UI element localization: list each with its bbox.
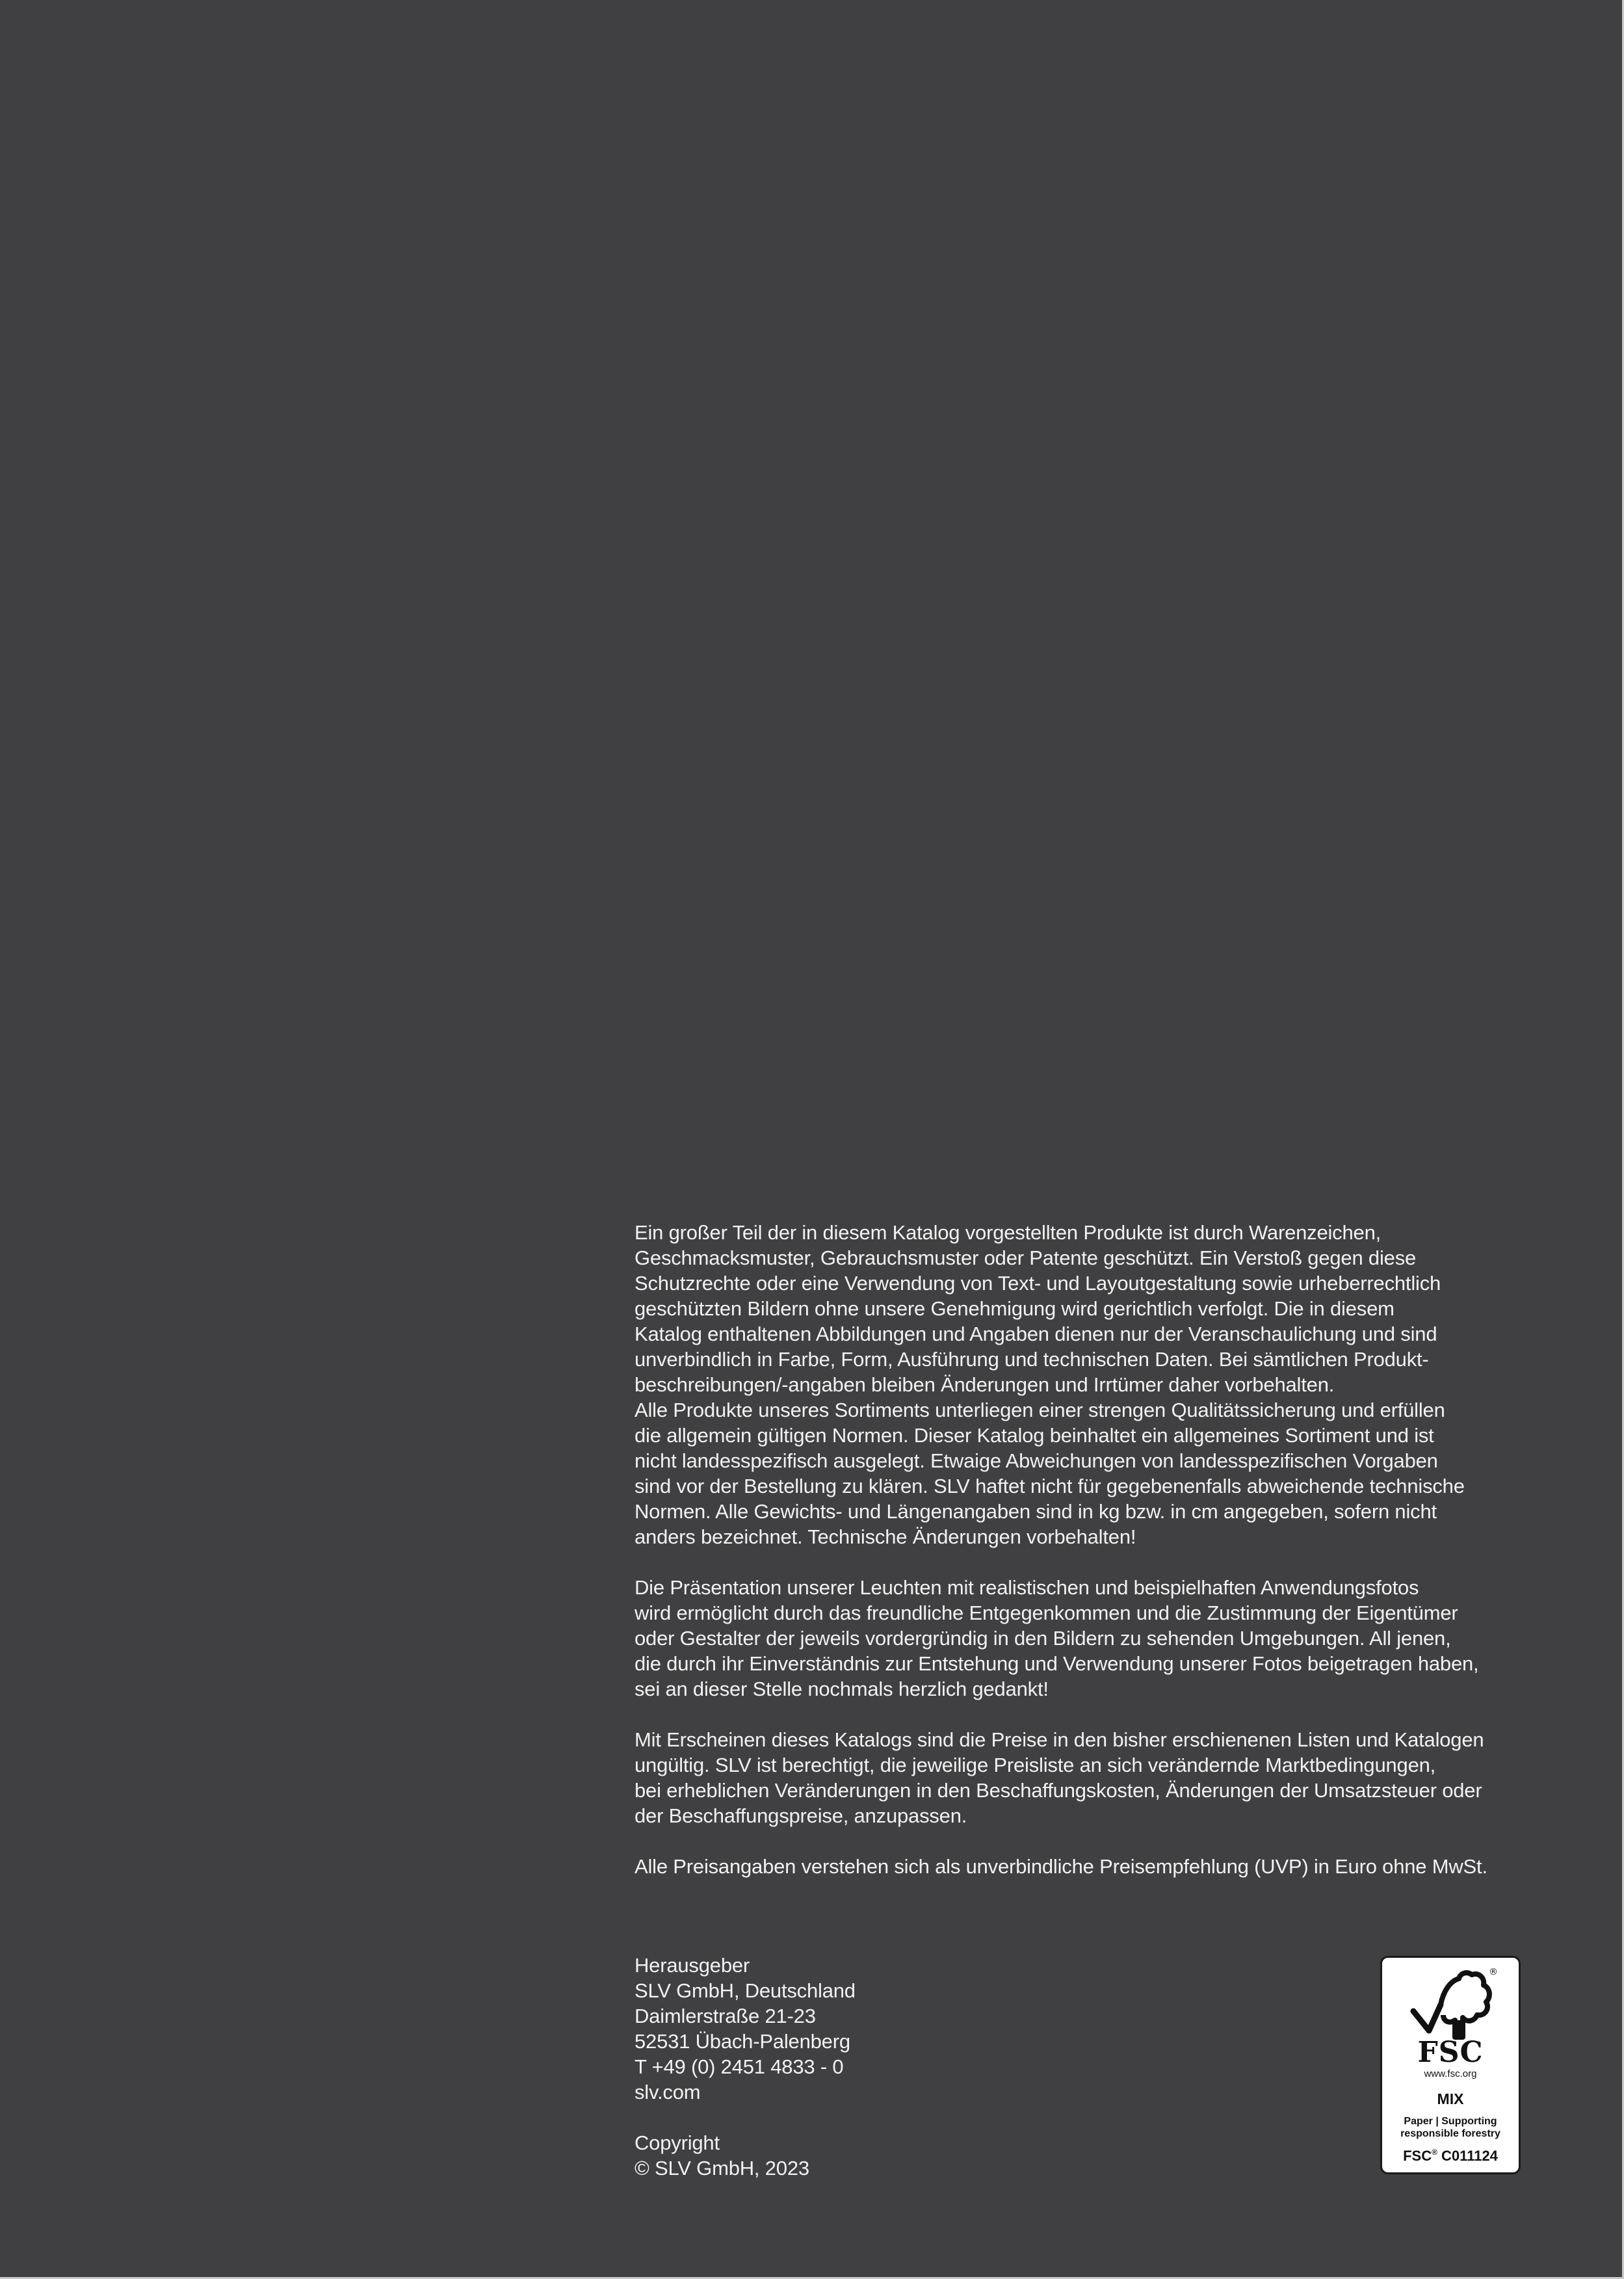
text-line: beschreibungen/-angaben bleiben Änderungen und Irrtümer daher vorbehalten. — [635, 1373, 1335, 1396]
text-line: Katalog enthaltenen Abbildungen und Angaben dienen nur der Veranschaulichung und sind — [635, 1323, 1437, 1345]
text-line: Mit Erscheinen dieses Katalogs sind die Preise in den bisher erschienenen Listen und Katalogen — [635, 1728, 1484, 1751]
fsc-category: MIX — [1437, 2090, 1464, 2107]
text-line: Die Präsentation unserer Leuchten mit realistischen und beispielhaften Anwendungsfotos — [635, 1576, 1419, 1599]
company-name: SLV GmbH, Deutschland — [635, 1979, 856, 2002]
fsc-label — [1380, 1956, 1521, 2174]
website-link[interactable]: slv.com — [635, 2081, 701, 2103]
text-line: der Beschaffungspreise, anzupassen. — [635, 1804, 967, 1827]
registered-mark: ® — [1489, 1967, 1498, 1977]
fsc-url: www.fsc.org — [1424, 2068, 1477, 2079]
fsc-claim — [1386, 2115, 1515, 2140]
text-line: bei erheblichen Veränderungen in den Beschaffungskosten, Änderungen der Umsatzsteuer oder — [635, 1779, 1482, 1802]
fsc-claim-line: Paper | Supporting — [1404, 2116, 1497, 2127]
text-line: wird ermöglicht durch das freundliche Entgegenkommen und die Zustimmung der Eigentümer — [635, 1601, 1458, 1624]
text-line: Normen. Alle Gewichts- und Längenangaben sind in kg bzw. in cm angegeben, sofern nicht — [635, 1500, 1437, 1523]
text-line: sind vor der Bestellung zu klären. SLV haftet nicht für gegebenenfalls abweichende technische — [635, 1475, 1465, 1497]
copyright-text: © SLV GmbH, 2023 — [635, 2157, 809, 2180]
street-address: Daimlerstraße 21-23 — [635, 2005, 816, 2027]
fsc-claim-line: responsible forestry — [1400, 2128, 1500, 2139]
text-line: geschützten Bildern ohne unsere Genehmigung wird gerichtlich verfolgt. Die in diesem — [635, 1297, 1395, 1320]
text-line: ungültig. SLV ist berechtigt, die jeweilige Preisliste an sich verändernde Marktbedingungen, — [635, 1754, 1436, 1776]
text-line: Ein großer Teil der in diesem Katalog vorgestellten Produkte ist durch Warenzeichen, — [635, 1221, 1382, 1244]
legal-notice — [635, 1220, 1506, 1904]
legal-paragraph-prices — [635, 1727, 1506, 1828]
fsc-license-prefix: FSC — [1403, 2148, 1432, 2164]
fsc-wordmark: FSC — [1417, 2036, 1484, 2069]
text-line: Schutzrechte oder eine Verwendung von Text- und Layoutgestaltung sowie urheberrechtlich — [635, 1272, 1441, 1295]
legal-paragraph-photos — [635, 1575, 1506, 1702]
text-line: Alle Produkte unseres Sortiments unterliegen einer strengen Qualitätssicherung und erfüllen — [635, 1399, 1445, 1421]
text-line: oder Gestalter der jeweils vordergründig in den Bildern zu sehenden Umgebungen. All jenen, — [635, 1627, 1451, 1650]
text-line: nicht landesspezifisch ausgelegt. Etwaige Abweichungen von landesspezifischen Vorgaben — [635, 1449, 1438, 1472]
spacer — [635, 2105, 1155, 2130]
city-address: 52531 Übach-Palenberg — [635, 2030, 850, 2053]
fsc-license-registered: ® — [1432, 2148, 1437, 2157]
text-line: die allgemein gültigen Normen. Dieser Katalog beinhaltet ein allgemeines Sortiment und ist — [635, 1424, 1434, 1447]
text-line: Alle Preisangaben verstehen sich als unverbindliche Preisempfehlung (UVP) in Euro ohne MwSt. — [635, 1855, 1487, 1878]
publisher-heading: Herausgeber — [635, 1954, 750, 1977]
legal-paragraph-trademarks — [635, 1220, 1506, 1549]
legal-paragraph-uvp — [635, 1854, 1506, 1879]
imprint — [635, 1953, 1155, 2181]
text-line: Geschmacksmuster, Gebrauchsmuster oder Patente geschützt. Ein Verstoß gegen diese — [635, 1246, 1417, 1269]
fsc-license-code — [1382, 2148, 1519, 2165]
fsc-checkmark-tree-icon — [1407, 1966, 1498, 2046]
fsc-license-number: C011124 — [1441, 2148, 1498, 2164]
text-line: anders bezeichnet. Technische Änderungen vorbehalten! — [635, 1525, 1136, 1548]
text-line: sei an dieser Stelle nochmals herzlich gedankt! — [635, 1678, 1049, 1700]
copyright-heading: Copyright — [635, 2131, 720, 2154]
text-line: die durch ihr Einverständnis zur Entstehung und Verwendung unserer Fotos beigetragen haben, — [635, 1652, 1479, 1675]
phone-number: T +49 (0) 2451 4833 - 0 — [635, 2055, 844, 2078]
text-line: unverbindlich in Farbe, Form, Ausführung und technischen Daten. Bei sämtlichen Produkt- — [635, 1348, 1429, 1371]
